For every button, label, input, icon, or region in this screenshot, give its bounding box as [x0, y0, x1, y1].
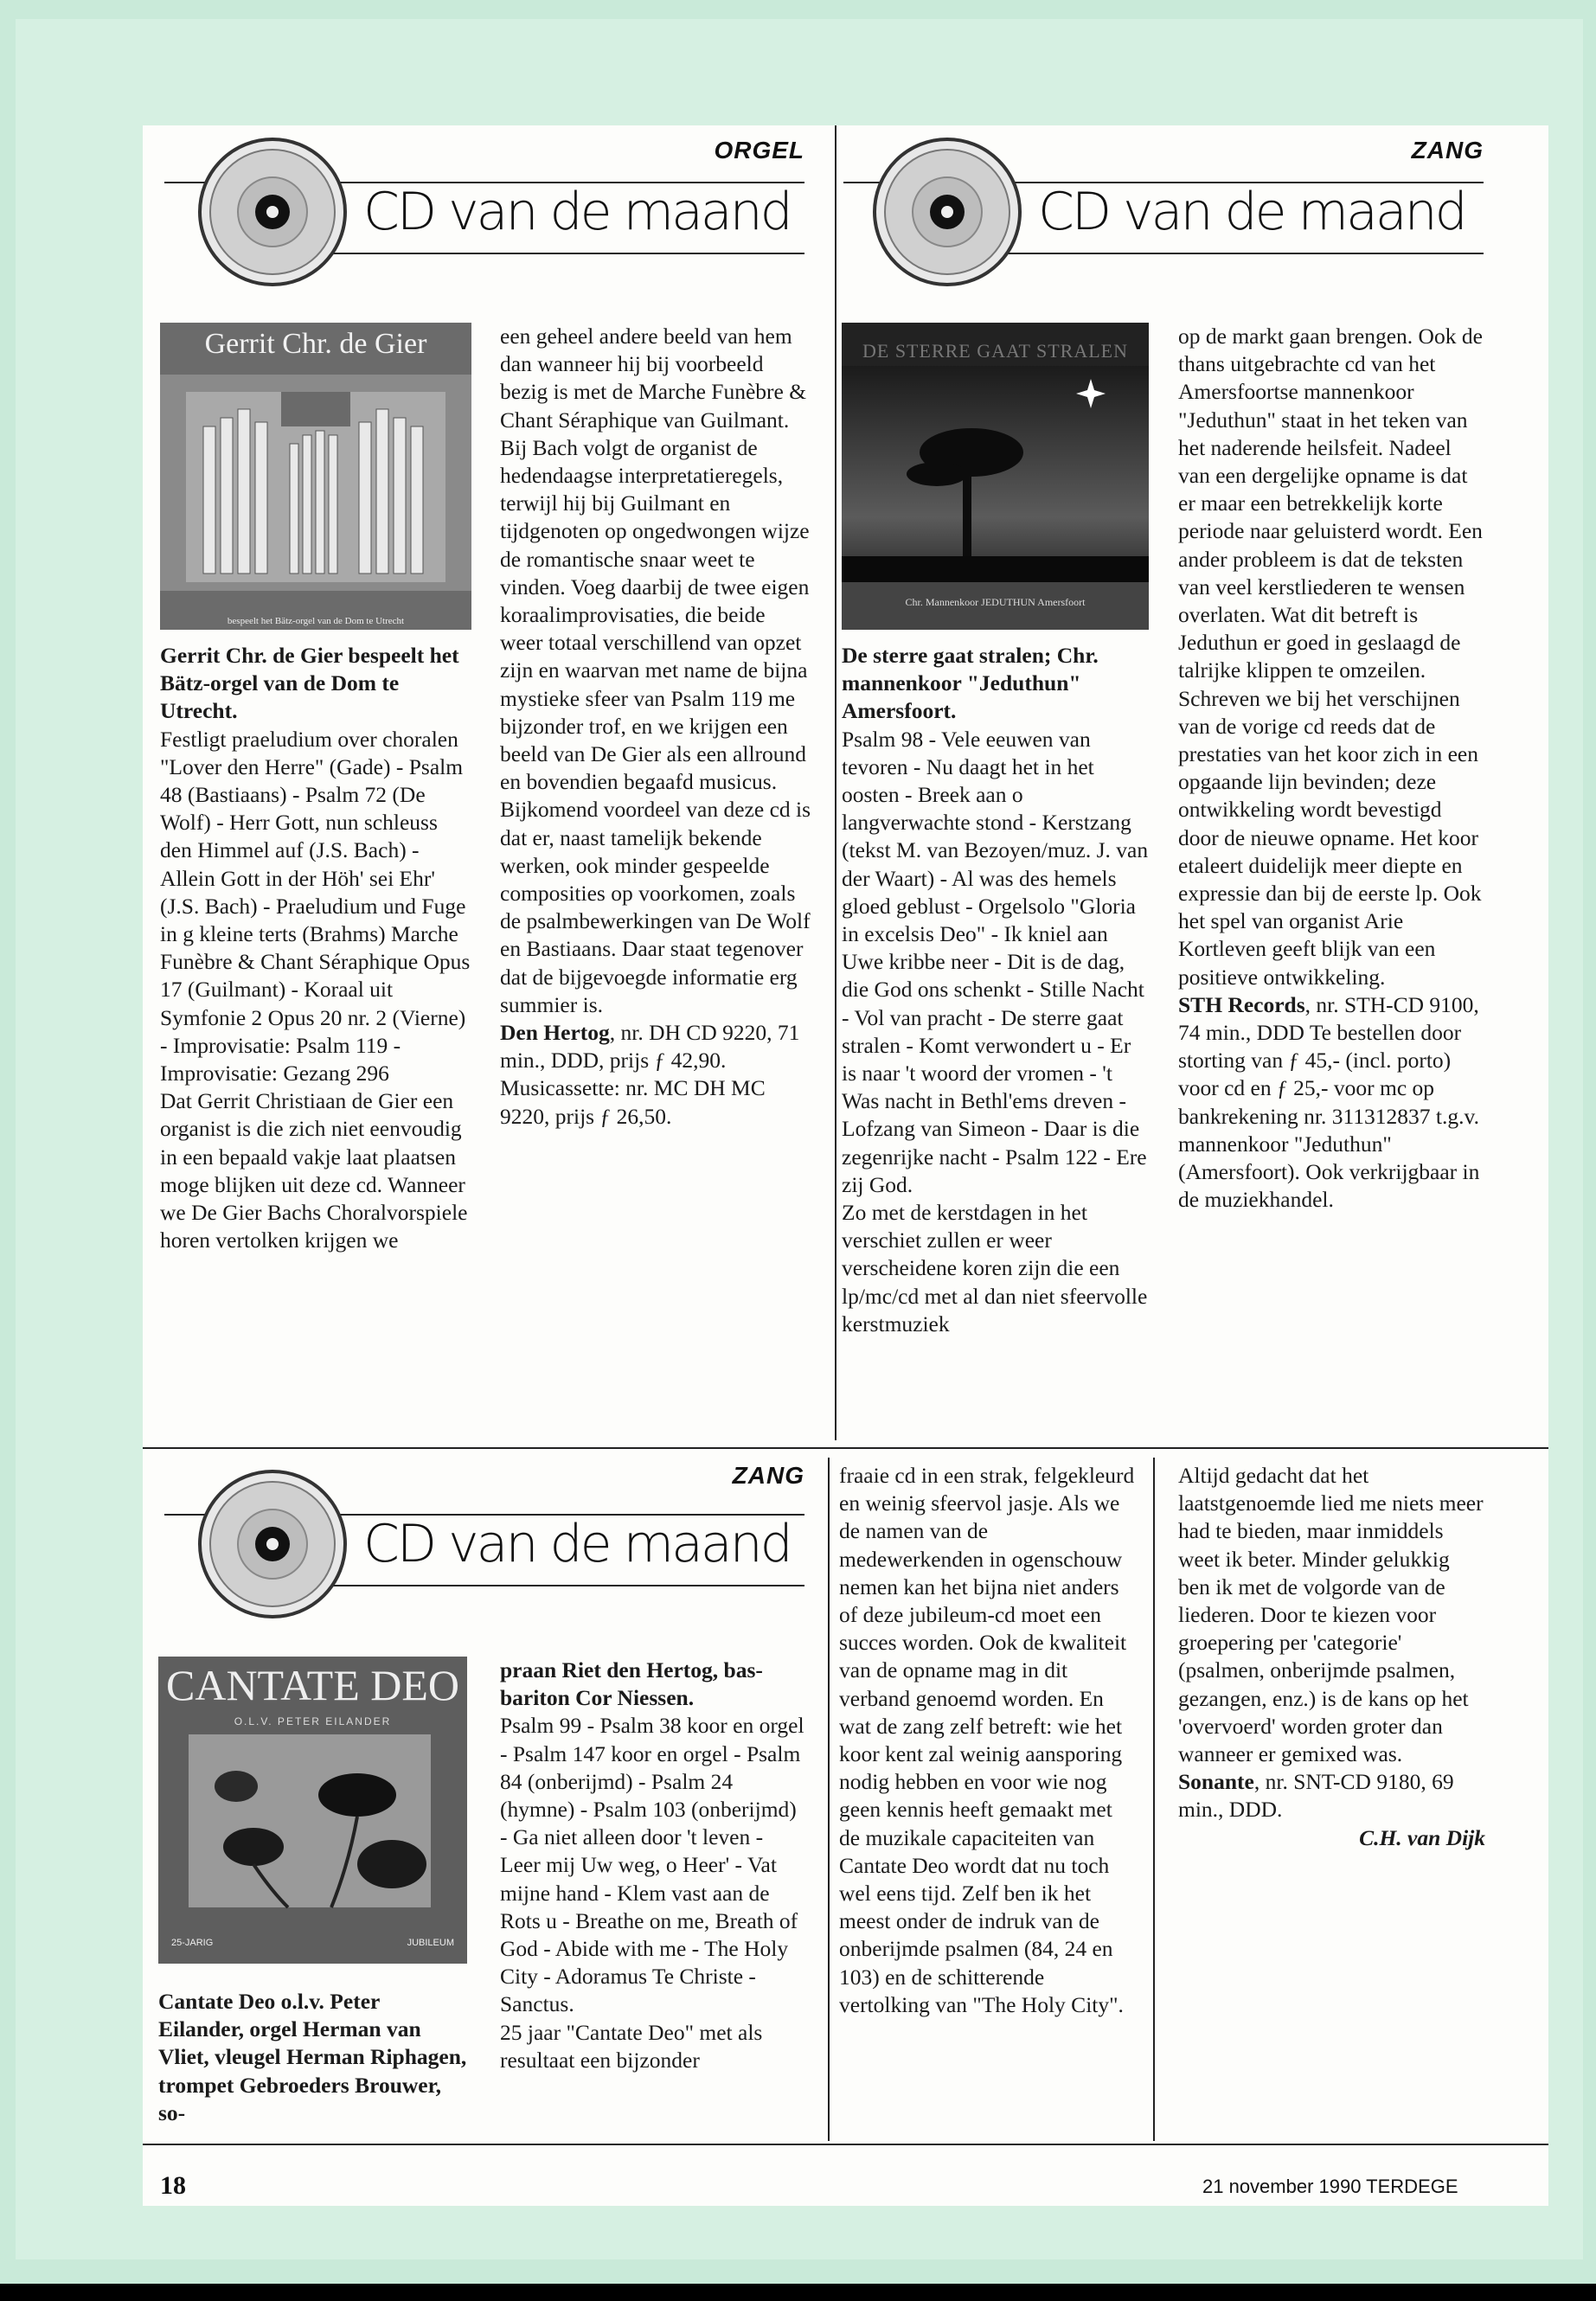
- article2-column-2: [1178, 323, 1485, 1215]
- article3-body: 25 jaar "Cantate Deo" met als resultaat een bijzonder: [500, 2019, 763, 2073]
- article3-label: Sonante: [1178, 1769, 1254, 1795]
- flower-image: [158, 1657, 467, 1964]
- album-cover-gier: [160, 323, 471, 630]
- section-label-orgel: ORGEL: [714, 137, 804, 163]
- banner-title: CD van de maand: [1038, 182, 1465, 242]
- cd-disc-icon: [190, 130, 355, 294]
- article3-heading-cont: praan Riet den Hertog, bas-bariton Cor Niessen.: [500, 1657, 763, 1711]
- article3-column-3: [839, 1462, 1138, 2019]
- author-signature: C.H. van Dijk: [1359, 1824, 1485, 1850]
- cover-badge-right: JUBILEUM: [407, 1938, 454, 1948]
- cover-title: DE STERRE GAAT STRALEN: [862, 340, 1128, 362]
- banner-title: CD van de maand: [363, 182, 791, 242]
- article3-label-details: , nr. SNT-CD 9180, 69 min., DDD.: [1178, 1769, 1454, 1823]
- article1-heading: Gerrit Chr. de Gier bespeelt het Bätz-orgel van de Dom te Utrecht.: [160, 643, 459, 724]
- article2-tracklist: Psalm 98 - Vele eeuwen van tevoren - Nu daagt het in het oosten - Breek aan o langverwachte stond - Kerstzang (tekst M. van Bezoyen/muz. J. van der Waart) - Al was des hemels gloed geblust - Orgelsolo "Gloria in excelsis Deo" - Ik kniel aan Uwe kribbe neer - Dit is de dag, die God ons schenkt - Stille Nacht - Vol van pracht - De sterre gaat stralen - Komt verwondert u - Er is naar 't woord der vromen - 't Was nacht in Bethl'ems dreven - Lofzang van Simeon - Daar is die zegenrijke nacht - Psalm 122 - Ere zij God.: [842, 726, 1149, 1197]
- column-divider-top: [835, 125, 836, 1440]
- cover-subtitle: O.L.V. PETER EILANDER: [234, 1715, 392, 1727]
- cover-caption: bespeelt het Bätz-orgel van de Dom te Utrecht: [227, 616, 405, 626]
- article3-body-cont: fraaie cd in een strak, felgekleurd en weinig sfeervol jasje. Als we de namen van de medewerkenden in ogenschouw nemen kan het bijna niet anders of deze jubileum-cd moet een succes worden. Ook de kwaliteit van de opname mag in dit verband genoemd worden. En wat de zang zelf betreft: wie het koor kent zal weinig aansporing nodig hebben en voor wie nog geen kennis heeft gemaakt met de muzikale capaciteiten van Cantate Deo wordt dat nu toch wel eens tijd. Zelf ben ik het meest onder de indruk van de onberijmde psalmen (84, 24 en 103) en de schitterende vertolking van "The Holy City".: [839, 1463, 1135, 2017]
- article2-column-1: [842, 642, 1149, 1338]
- publication-date: 21 november 1990 TERDEGE: [1202, 2176, 1458, 2197]
- article2-body-cont: op de markt gaan brengen. Ook de thans uitgebrachte cd van het Amersfoortse mannenkoor "Jeduthun" staat in het teken van het naderende heilsfeit. Nadeel van een dergelijke opname is dat er maar een betrekkelijk korte periode naar geluisterd wordt. Een ander probleem is dat de teksten van veel kerstliederen te wensen overlaten. Wat dit betreft is Jeduthun er goed in geslaagd de talrijke klippen te omzeilen. Schreven we bij het verschijnen van de vorige cd reeds dat de prestaties van het koor zich in een opgaande lijn bevinden; deze ontwikkeling wordt bevestigd door de nieuwe opname. Het koor etaleert duidelijk meer diepte en expressie dan bij de eerste lp. Ook het spel van organist Arie Kortleven geeft blijk van een positieve ontwikkeling.: [1178, 324, 1483, 990]
- article3-column-2: [500, 1657, 807, 2074]
- article2-label-details: , nr. STH-CD 9100, 74 min., DDD Te bestellen door storting van ƒ 45,- (incl. porto) voor cd en ƒ 25,- voor mc op bankrekening nr. 311312837 t.g.v. mannenkoor "Jeduthun" (Amersfoort). Ook verkrijgbaar in de muziekhandel.: [1178, 991, 1480, 1213]
- article3-body-cont-2: Altijd gedacht dat het laatstgenoemde lied me niets meer had te bieden, maar inmiddels weet ik beter. Minder gelukkig ben ik met de volgorde van de liederen. Door te kiezen voor groepering per 'categorie' (psalmen, onberijmde psalmen, gezangen, enz.) is de kans op het 'overvoerd' worden groter dan wanneer er gemixed was.: [1178, 1463, 1484, 1767]
- article2-body: Zo met de kerstdagen in het verschiet zullen er weer verscheidene koren zijn die een lp/mc/cd met al dan niet sfeervolle kerstmuziek: [842, 1200, 1148, 1336]
- cover-badge-left: 25-JARIG: [171, 1938, 214, 1948]
- article3-heading: Cantate Deo o.l.v. Peter Eilander, orgel Herman van Vliet, vleugel Herman Riphagen, trompet Gebroeders Brouwer, so-: [158, 1989, 467, 2125]
- column-divider-bottom-2: [1153, 1458, 1155, 2141]
- article1-tracklist: Festligt praeludium over choralen "Lover den Herre" (Gade) - Psalm 48 (Bastiaans) - Psalm 72 (De Wolf) - Herr Gott, nun schleuss den Himmel auf (J.S. Bach) - Allein Gott in der Höh' sei Ehr' (J.S. Bach) - Praeludium und Fuge in g kleine terts (Brahms) Marche Funèbre & Chant Séraphique Opus 17 (Guilmant) - Koraal uit Symfonie 2 Opus 20 nr. 2 (Vierne) - Improvisatie: Psalm 119 - Improvisatie: Gezang 296: [160, 726, 471, 1086]
- album-cover-cantate-deo: [158, 1657, 467, 1964]
- page-number: 18: [160, 2171, 186, 2200]
- article3-tracklist: Psalm 99 - Psalm 38 koor en orgel - Psalm 147 koor en orgel - Psalm 84 (onberijmd) - Psalm 24 (hymne) - Psalm 103 (onberijmd) - Ga niet alleen door 't leven - Leer mij Uw weg, o Heer' - Vat mijne hand - Klem vast aan de Rots u - Breathe on me, Breath of God - Abide with me - The Holy City - Adoramus Te Christe - Sanctus.: [500, 1713, 804, 2017]
- organ-image: [160, 375, 471, 591]
- article2-heading: De sterre gaat stralen; Chr. mannenkoor "Jeduthun" Amersfoort.: [842, 643, 1099, 724]
- footer-rule: [143, 2144, 1548, 2145]
- article2-label: STH Records: [1178, 991, 1305, 1017]
- banner-title: CD van de maand: [363, 1514, 791, 1574]
- album-cover-jeduthun: [842, 323, 1149, 630]
- section-label-zang-bottom: ZANG: [732, 1462, 804, 1489]
- tree-image: [842, 323, 1149, 630]
- cover-artist: Gerrit Chr. de Gier: [204, 328, 427, 360]
- section-divider: [143, 1447, 1548, 1449]
- section-label-zang-top: ZANG: [1411, 137, 1484, 163]
- article1-label: Den Hertog: [500, 1020, 610, 1046]
- article3-column-4: [1178, 1462, 1485, 1852]
- column-divider-bottom-1: [828, 1458, 830, 2141]
- cd-disc-icon: [190, 1462, 355, 1626]
- article1-column-1: [160, 642, 471, 1254]
- cover-title: CANTATE DEO: [165, 1661, 459, 1709]
- article1-body: Dat Gerrit Christiaan de Gier een organist is die zich niet eenvoudig in een bepaald vakje laat plaatsen moge blijken uit deze cd. Wanneer we De Gier Bachs Choralvorspiele horen vertolken krijgen we: [160, 1088, 468, 1253]
- article1-column-2: [500, 323, 811, 1131]
- article1-label-details: , nr. DH CD 9220, 71 min., DDD, prijs ƒ 42,90. Musicassette: nr. MC DH MC 9220, prijs ƒ 26,50.: [500, 1020, 800, 1129]
- cd-disc-icon: [865, 130, 1029, 294]
- cover-caption: Chr. Mannenkoor JEDUTHUN Amersfoort: [905, 596, 1086, 608]
- article3-column-1: [158, 1988, 470, 2127]
- article1-body-cont: een geheel andere beeld van hem dan wanneer hij bij voorbeeld bezig is met de Marche Funèbre & Chant Séraphique van Guilmant. Bij Bach volgt de organist de hedendaagse interpretatieregels, terwijl hij bij Guilmant en tijdgenoten op ongedwongen wijze de romantische snaar weet te vinden. Voeg daarbij de twee eigen koraalimprovisaties, die beide weer totaal verschillend van opzet zijn en waarvan met name de bijna mystieke sfeer van Psalm 119 me bijzonder trof, en we krijgen een beeld van De Gier als een allround en bovendien begaafd musicus. Bijkomend voordeel van deze cd is dat er, naast tamelijk bekende werken, ook minder gespeelde composities op voorkomen, zoals de psalmbewerkingen van De Wolf en Bastiaans. Daar staat tegenover dat de bijgevoegde informatie erg summier is.: [500, 324, 811, 1017]
